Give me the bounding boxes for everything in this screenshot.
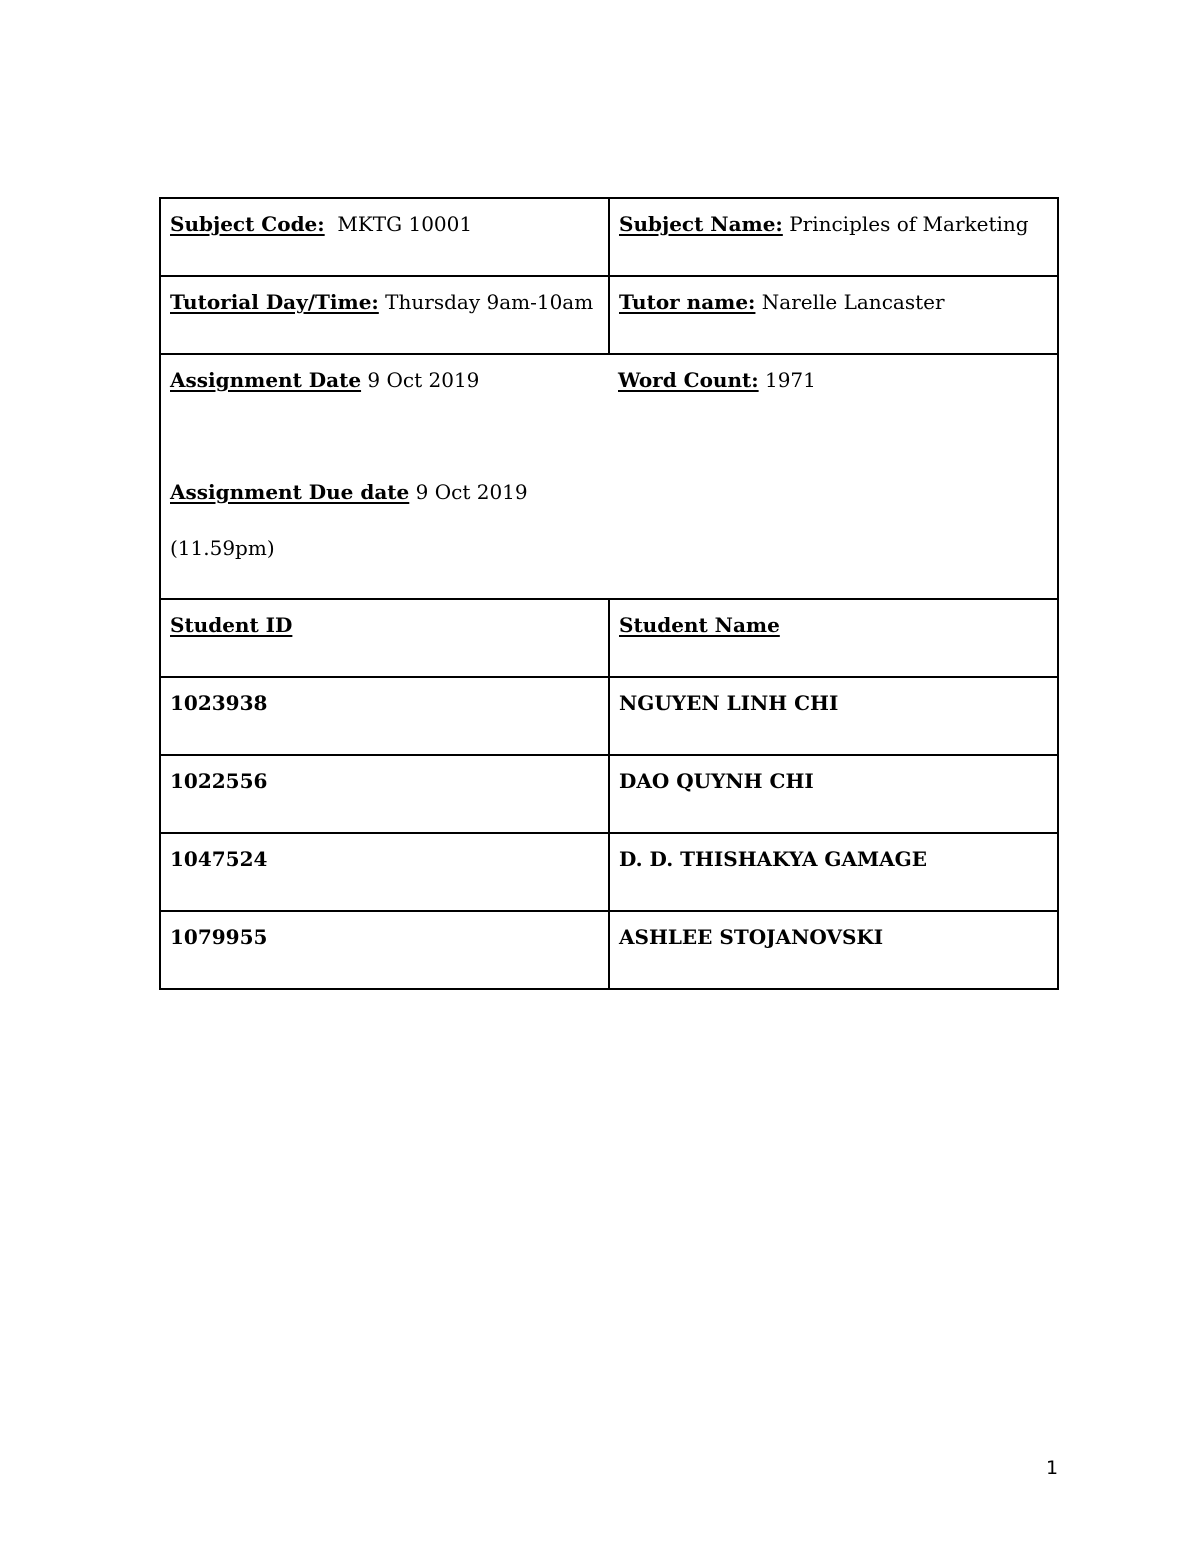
student-id: 1023938 — [160, 677, 609, 755]
student-id: 1079955 — [160, 911, 609, 989]
subject-name-cell — [609, 198, 1058, 276]
due-date-label: Assignment Due date — [170, 480, 410, 504]
student-name-header: Student Name — [619, 613, 780, 637]
tutorial-row — [160, 276, 1058, 354]
subject-name-value: Principles of Marketing — [789, 212, 1029, 236]
word-count-value: 1971 — [764, 368, 816, 392]
assignment-date-value: 9 Oct 2019 — [367, 368, 480, 392]
assignment-date-label: Assignment Date — [170, 368, 362, 392]
due-date-line — [170, 478, 600, 506]
table-row — [160, 755, 1058, 833]
subject-name-label: Subject Name: — [619, 212, 783, 236]
table-row — [160, 833, 1058, 911]
student-name: NGUYEN LINH CHI — [609, 677, 1058, 755]
dates-row — [160, 354, 1058, 599]
table-row — [160, 677, 1058, 755]
dates-cell — [160, 354, 609, 599]
tutor-label: Tutor name: — [619, 290, 756, 314]
word-count-cell — [609, 354, 1058, 599]
subject-code-cell — [160, 198, 609, 276]
word-count-label: Word Count: — [618, 368, 759, 392]
tutor-value: Narelle Lancaster — [761, 290, 945, 314]
student-name: D. D. THISHAKYA GAMAGE — [609, 833, 1058, 911]
students-header-row — [160, 599, 1058, 677]
subject-code-value: MKTG 10001 — [337, 212, 473, 236]
tutorial-label: Tutorial Day/Time: — [170, 290, 379, 314]
tutor-cell — [609, 276, 1058, 354]
tutorial-cell — [160, 276, 609, 354]
student-name: ASHLEE STOJANOVSKI — [609, 911, 1058, 989]
student-id: 1022556 — [160, 755, 609, 833]
page-number: 1 — [1046, 1457, 1059, 1479]
due-time-value: (11.59pm) — [170, 536, 275, 560]
student-name-header-cell — [609, 599, 1058, 677]
student-id-header: Student ID — [170, 613, 293, 637]
assignment-date-line — [170, 366, 600, 394]
student-name: DAO QUYNH CHI — [609, 755, 1058, 833]
student-id-header-cell — [160, 599, 609, 677]
student-id: 1047524 — [160, 833, 609, 911]
due-date-value: 9 Oct 2019 — [415, 480, 528, 504]
subject-row — [160, 198, 1058, 276]
table-row — [160, 911, 1058, 989]
tutorial-value: Thursday 9am-10am — [385, 290, 594, 314]
subject-code-label: Subject Code: — [170, 212, 325, 236]
cover-sheet-table — [159, 197, 1059, 990]
